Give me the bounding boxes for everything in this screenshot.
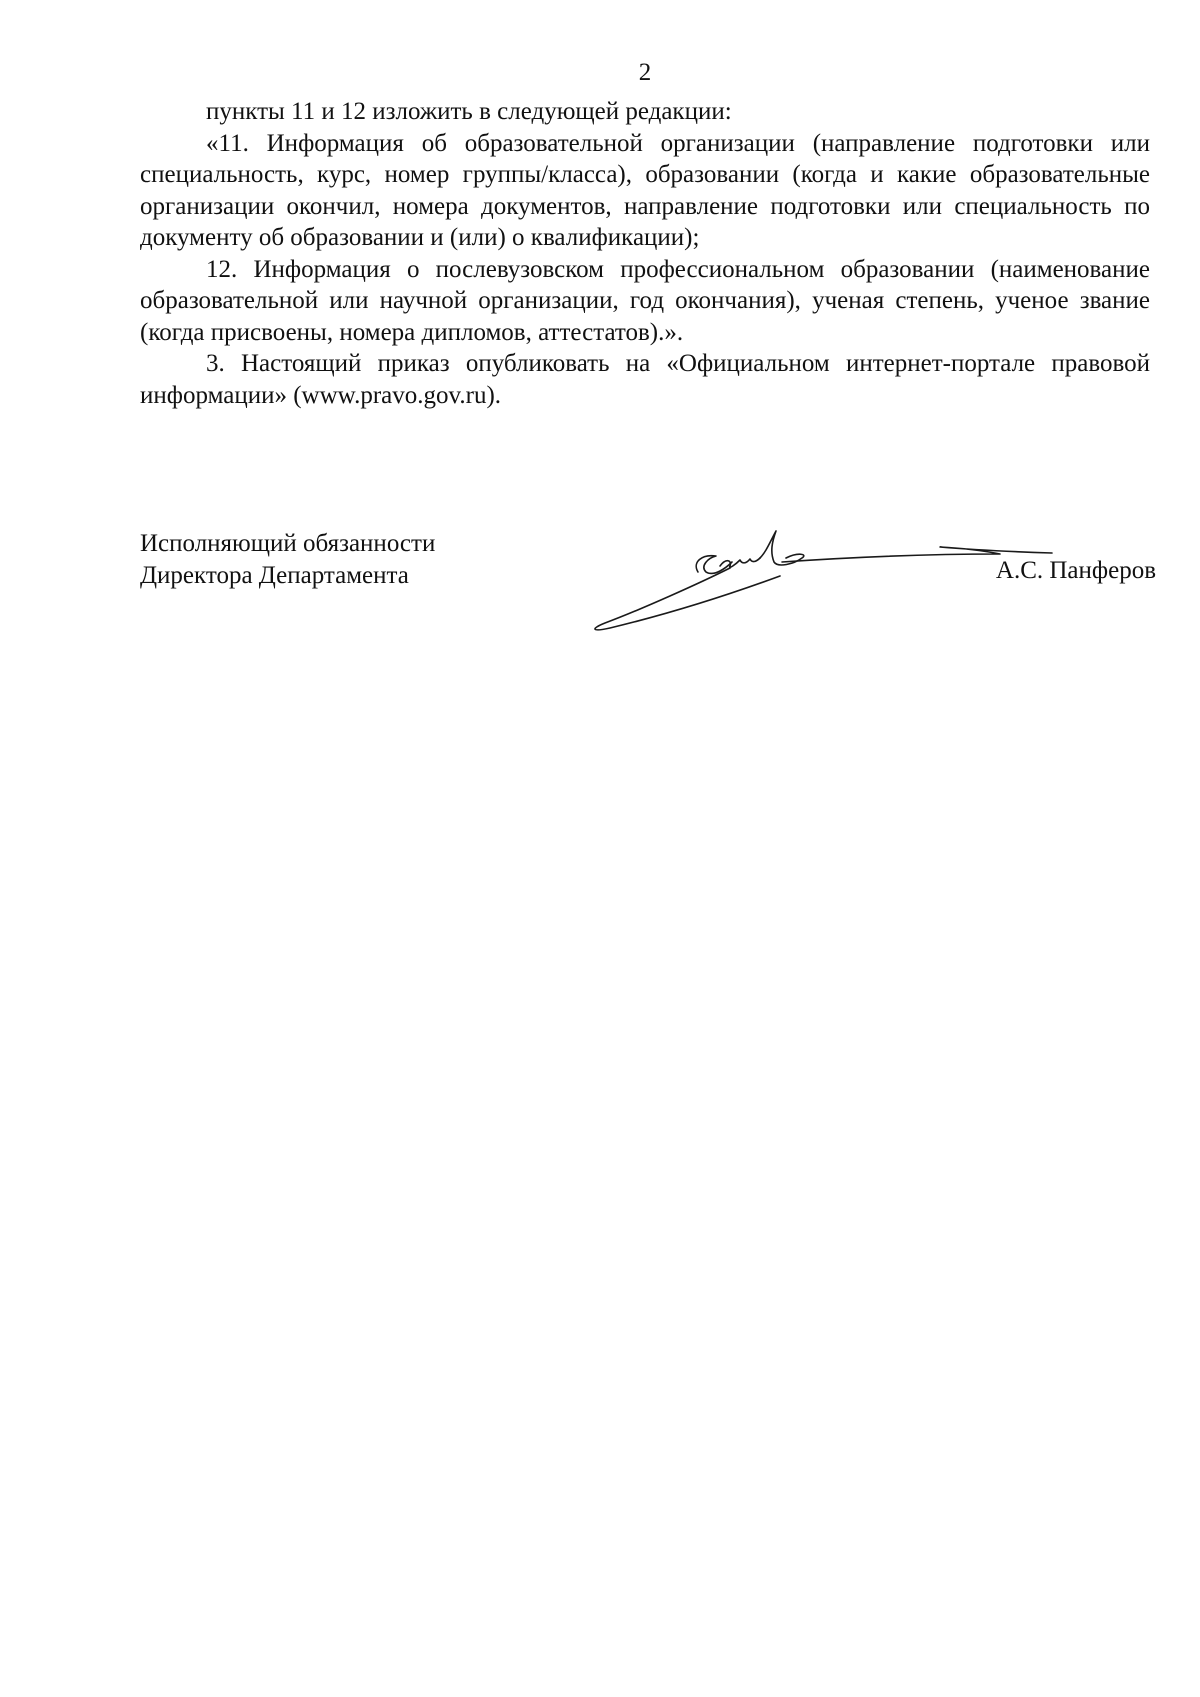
amendment-intro-paragraph: пункты 11 и 12 изложить в следующей редакции: xyxy=(206,98,732,125)
signer-title-line-1: Исполняющий обязанности xyxy=(140,530,436,557)
handwritten-signature xyxy=(580,528,1060,638)
document-body xyxy=(140,96,1150,411)
signature-block xyxy=(140,528,1156,648)
signer-title-line-2: Директора Департамента xyxy=(140,562,409,589)
signer-title xyxy=(140,528,435,592)
signer-name: А.С. Панферов xyxy=(995,557,1156,584)
clause-12-paragraph: 12. Информация о послевузовском профессиональном образовании (наименование образовательной или научной организации, год окончания), ученая степень, ученое звание (когда присвоены, номера дипломов, аттестатов).». xyxy=(140,255,1150,346)
publication-clause-paragraph: 3. Настоящий приказ опубликовать на «Официальном интернет-портале правовой информации» (www.pravo.gov.ru). xyxy=(140,350,1150,409)
clause-11-paragraph: «11. Информация об образовательной организации (направление подготовки или специальность, курс, номер группы/класса), образовании (когда и какие образовательные организации окончил, номера документов, направление подготовки или специальность по документу об образовании и (или) о квалификации); xyxy=(140,129,1150,251)
page-number: 2 xyxy=(638,59,652,86)
